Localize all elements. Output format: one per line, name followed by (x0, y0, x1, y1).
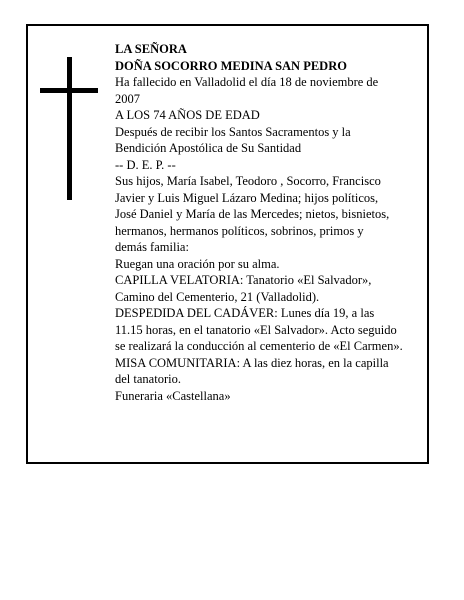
cross-horizontal-bar (40, 88, 98, 93)
family-line-2: Javier y Luis Miguel Lázaro Medina; hijos políticos, (115, 190, 379, 205)
farewell-line-1: DESPEDIDA DEL CADÁVER: Lunes día 19, a las (115, 306, 375, 320)
farewell-line-2: 11.15 horas, en el tanatorio «El Salvador». Acto seguido (115, 322, 397, 337)
family-line-4: hermanos, hermanos políticos, sobrinos, primos y (115, 223, 364, 238)
deceased-name: DOÑA SOCORRO MEDINA SAN PEDRO (115, 58, 347, 73)
chapel-line-2: Camino del Cementerio, 21 (Valladolid). (115, 289, 320, 304)
death-date-line-2: 2007 (115, 91, 140, 106)
notice-title: LA SEÑORA (115, 42, 187, 56)
farewell-line-3: se realizará la conducción al cementerio de «El Carmen». (115, 339, 403, 353)
family-line-3: José Daniel y María de las Mercedes; nietos, bisnietos, (115, 207, 390, 221)
funeral-home: Funeraria «Castellana» (115, 388, 231, 403)
cross-vertical-bar (67, 57, 72, 200)
death-date-line-1: Ha fallecido en Valladolid el día 18 de noviembre de (115, 75, 379, 89)
prayer-request: Ruegan una oración por su alma. (115, 256, 280, 271)
cross-icon (40, 57, 98, 200)
mass-line-2: del tanatorio. (115, 372, 181, 386)
obituary-notice (26, 24, 429, 464)
age-statement: A LOS 74 AÑOS DE EDAD (115, 108, 260, 122)
sacraments-line-1: Después de recibir los Santos Sacramentos y la (115, 124, 351, 139)
notice-text (115, 41, 435, 404)
chapel-line-1: CAPILLA VELATORIA: Tanatorio «El Salvador», (115, 273, 372, 287)
family-line-5: demás familia: (115, 240, 189, 254)
mass-line-1: MISA COMUNITARIA: A las diez horas, en la capilla (115, 355, 389, 370)
family-line-1: Sus hijos, María Isabel, Teodoro , Socorro, Francisco (115, 174, 381, 188)
rip-line: -- D. E. P. -- (115, 157, 176, 172)
sacraments-line-2: Bendición Apostólica de Su Santidad (115, 141, 302, 155)
